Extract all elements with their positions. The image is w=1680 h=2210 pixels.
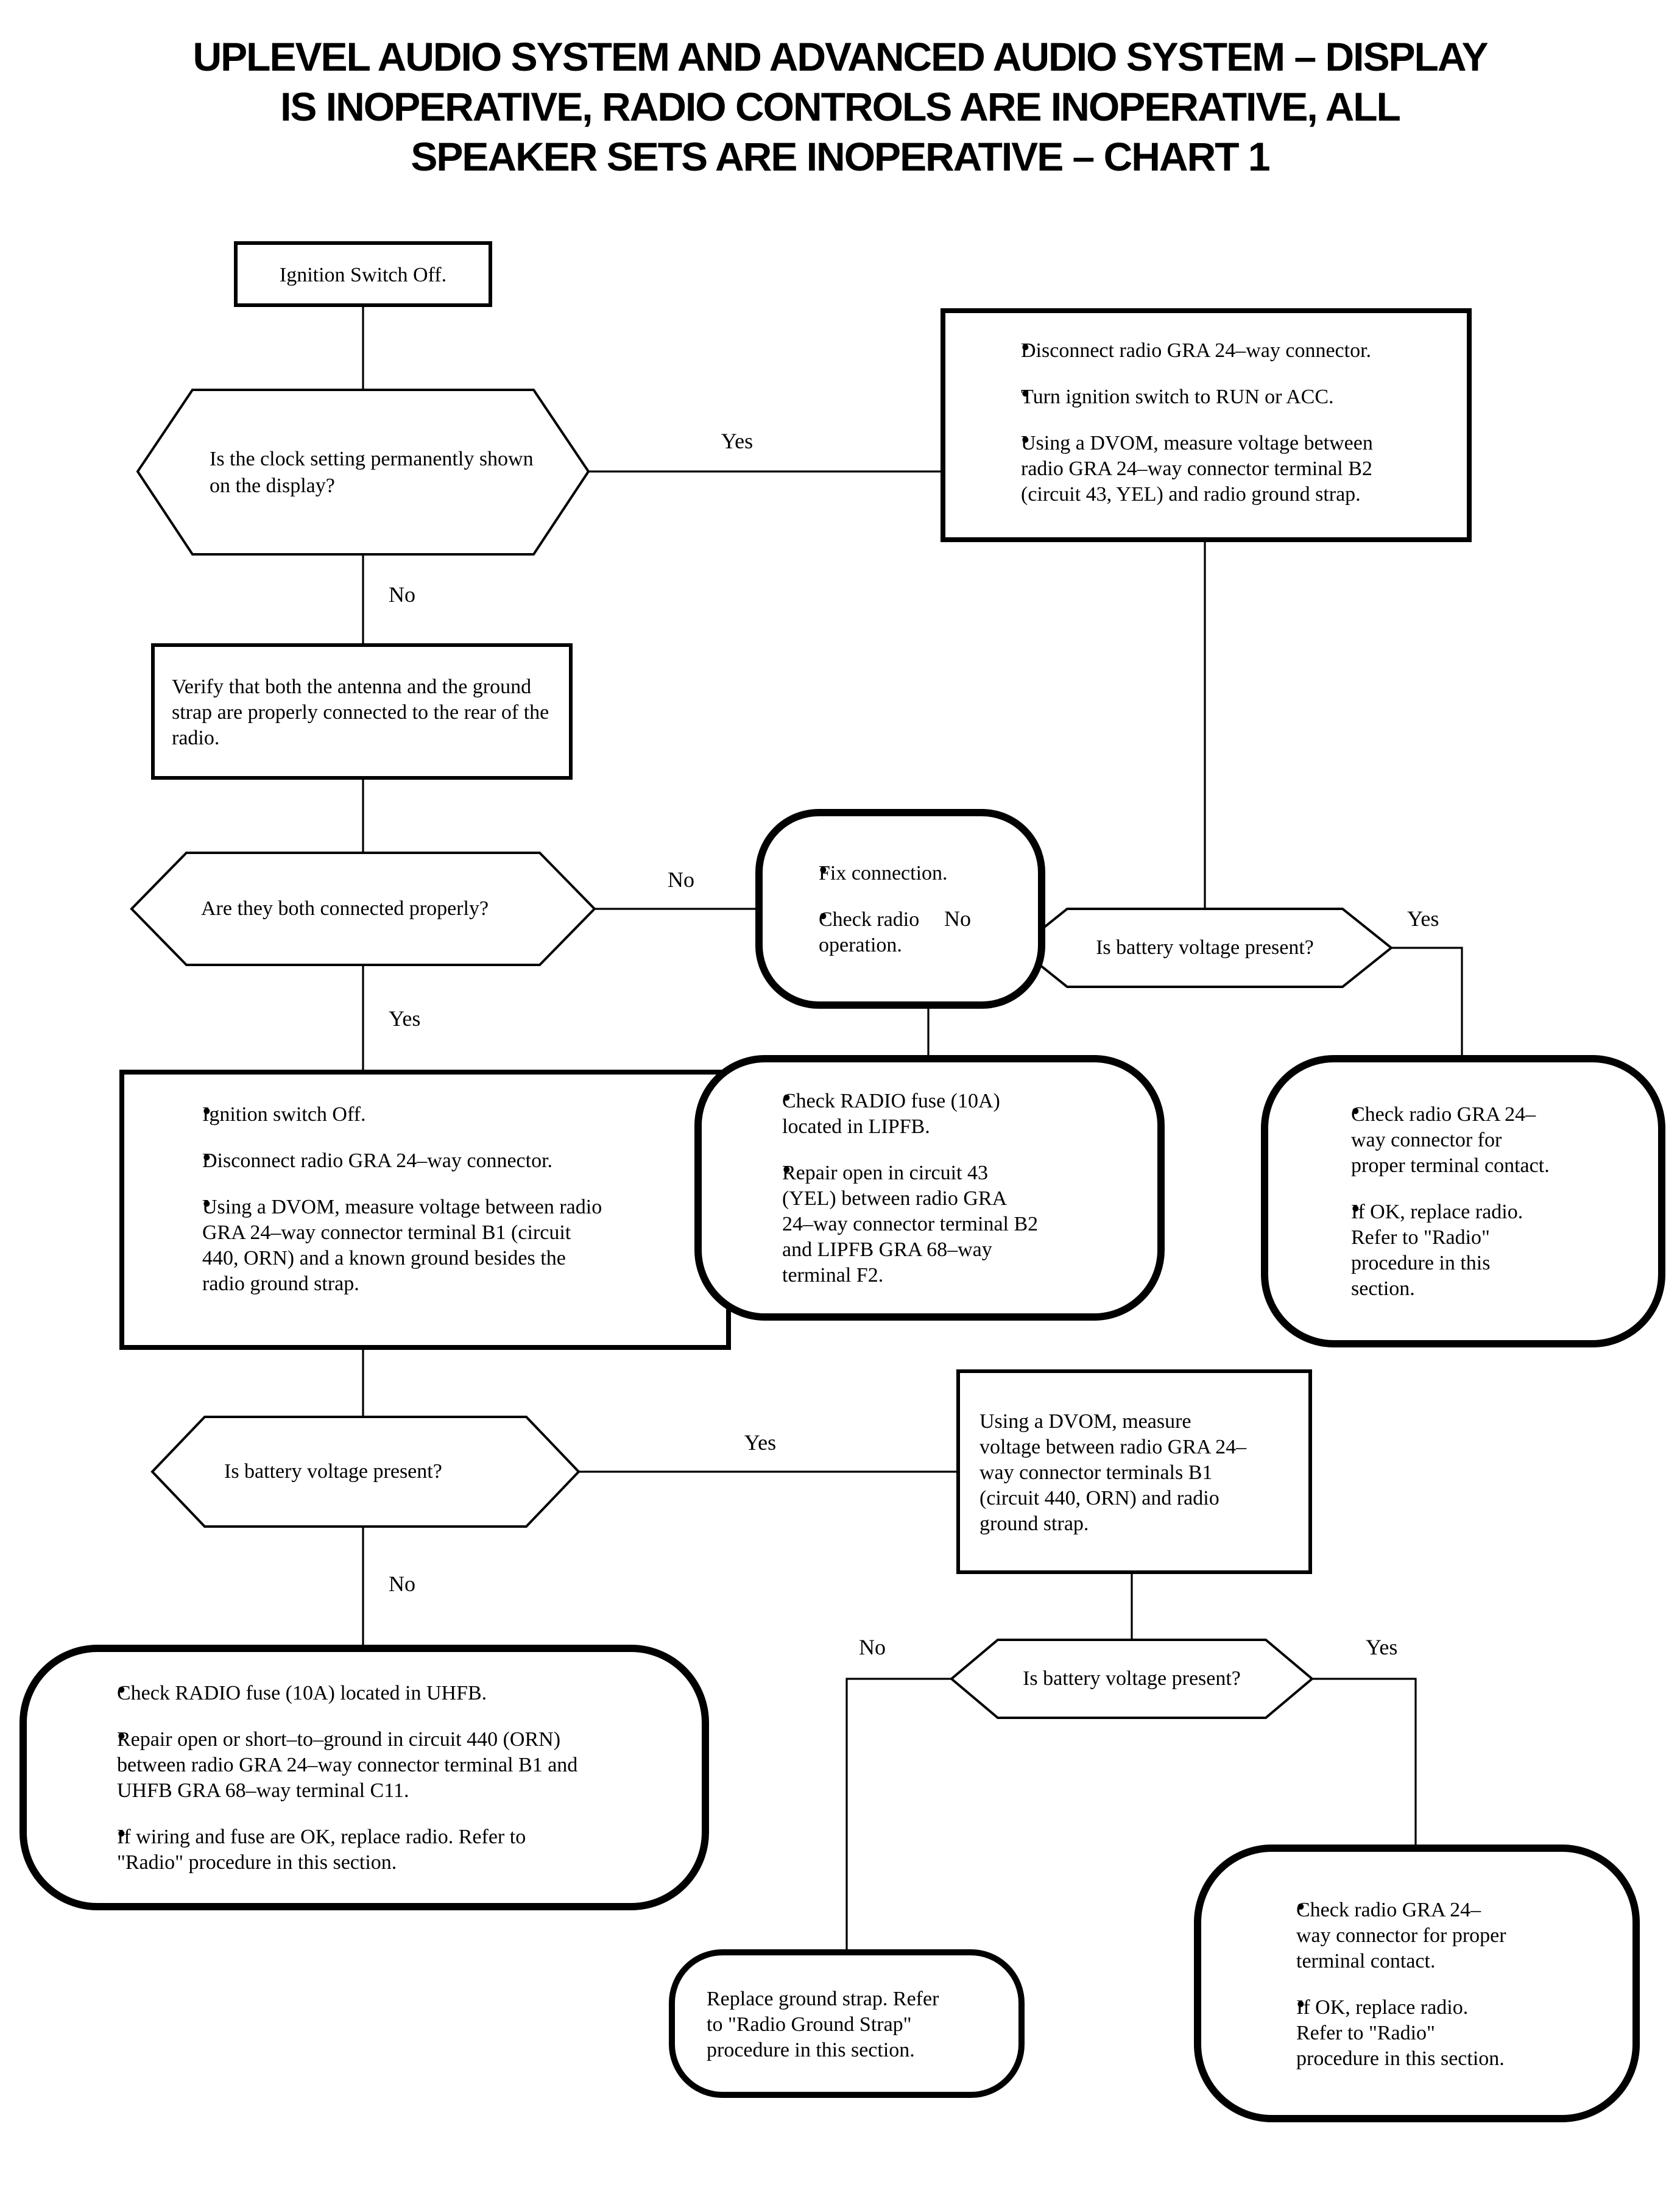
clock-decision-hex [192,390,558,554]
edge-label-battery-left-no: No [385,1572,419,1596]
list-item: • Check radio GRA 24–way connector for proper terminal contact. [1351,1101,1553,1178]
edge-label-battery-bottom-yes: Yes [1362,1635,1401,1659]
battery-left-decision-label: Is battery voltage present? [224,1460,442,1483]
connector-batteryright-yes [1391,948,1462,1057]
replace-ground-strap-box [669,1949,1025,2098]
uhfb-repair-box [19,1645,709,1910]
list-item: • Disconnect radio GRA 24–way connector. [202,1148,609,1173]
connected-decision-hex [186,853,552,965]
start-box-label: Ignition Switch Off. [279,263,447,286]
start-box [234,241,492,307]
edge-label-battery-left-yes: Yes [714,1430,806,1455]
list-item: • If OK, replace radio. Refer to "Radio" procedure in this section. [1296,1994,1511,2071]
edge-label-battery-bottom-no: No [855,1635,889,1659]
list-item: • If OK, replace radio. Refer to "Radio" procedure in this section. [1351,1199,1553,1301]
list-item: • Turn ignition switch to RUN or ACC. [1021,384,1408,409]
clock-decision-label: Is the clock setting permanently shown on the display? [210,447,534,496]
replace-ground-strap-label: Replace ground strap. Refer to "Radio Ground Strap" procedure in this section. [707,1986,939,2061]
dvom-b1-box [956,1369,1312,1574]
battery-bottom-decision-hex [998,1640,1266,1718]
battery-right-decision-hex [1067,909,1343,987]
edge-label-battery-right-yes: Yes [1403,906,1442,931]
lipfb-repair-list [729,1088,1040,1288]
check-connector-top-list [1302,1101,1553,1301]
edge-label-clock-no: No [385,582,419,607]
measure-b1-box [119,1070,731,1350]
list-item: • Disconnect radio GRA 24–way connector. [1021,337,1408,363]
edge-label-clock-yes: Yes [694,429,780,453]
page-title [0,32,1680,182]
list-item: • Using a DVOM, measure voltage between radio GRA 24–way connector terminal B1 (circuit 440, ORN) and a known ground besides the radio ground strap. [202,1194,609,1296]
list-item: • Fix connection. [819,860,979,886]
edge-label-battery-right-no: No [941,906,975,931]
dvom-b1-label: Using a DVOM, measure voltage between radio GRA 24–way connector terminals B1 (circuit 440, ORN) and radio ground strap. [979,1409,1247,1534]
disconnect-b2-box [941,308,1472,542]
uhfb-repair-list [63,1680,592,1875]
list-item: • If wiring and fuse are OK, replace radio. Refer to "Radio" procedure in this section. [117,1824,592,1875]
page-title-line-2: IS INOPERATIVE, RADIO CONTROLS ARE INOPERATIVE, ALL [280,84,1400,129]
battery-left-decision-hex [205,1417,526,1527]
disconnect-b2-list [965,337,1408,507]
battery-bottom-decision-label: Is battery voltage present? [1023,1667,1241,1690]
verify-antenna-box [151,643,573,780]
check-connector-top-box [1261,1055,1665,1347]
list-item: • Check radio operation. [819,906,979,958]
check-connector-bottom-box [1194,1845,1640,2122]
list-item: • Repair open or short–to–ground in circuit 440 (ORN) between radio GRA 24–way connector terminal B1 and UHFB GRA 68–way terminal C11. [117,1726,592,1803]
edge-label-connected-yes: Yes [385,1006,424,1031]
lipfb-repair-box [694,1055,1165,1321]
measure-b1-list [146,1101,609,1296]
fix-connection-box [755,809,1045,1009]
check-connector-bottom-list [1245,1896,1511,2071]
list-item: • Ignition switch Off. [202,1101,609,1127]
connected-decision-label: Are they both connected properly? [201,897,489,920]
connector-batterybottom-yes [1312,1679,1416,1845]
list-item: • Using a DVOM, measure voltage between radio GRA 24–way connector terminal B2 (circuit 43, YEL) and radio ground strap. [1021,430,1408,507]
list-item: • Check RADIO fuse (10A) located in UHFB. [117,1680,592,1706]
page-title-line-1: UPLEVEL AUDIO SYSTEM AND ADVANCED AUDIO SYSTEM – DISPLAY [192,34,1488,79]
page-title-line-3: SPEAKER SETS ARE INOPERATIVE – CHART 1 [411,134,1269,179]
list-item: • Repair open in circuit 43 (YEL) between radio GRA 24–way connector terminal B2 and LIPFB GRA 68–way terminal F2. [782,1160,1040,1288]
battery-right-decision-label: Is battery voltage present? [1096,936,1314,959]
edge-label-connected-no: No [638,867,724,892]
connector-batterybottom-no [847,1679,951,1949]
list-item: • Check RADIO fuse (10A) located in LIPFB. [782,1088,1040,1139]
verify-antenna-label: Verify that both the antenna and the ground strap are properly connected to the rear of the radio. [172,674,549,749]
list-item: • Check radio GRA 24–way connector for proper terminal contact. [1296,1896,1511,1973]
